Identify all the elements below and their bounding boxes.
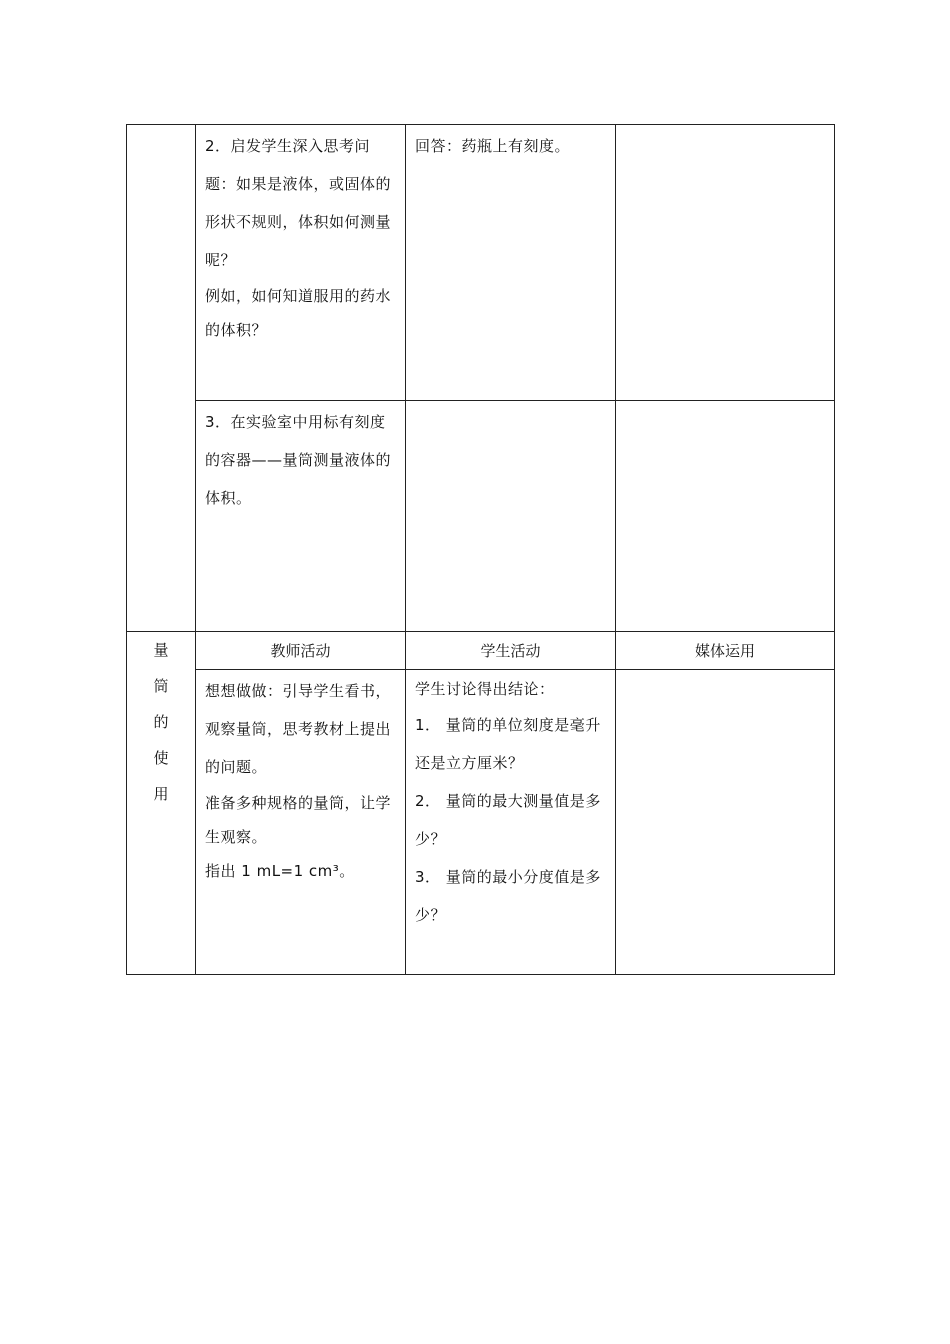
table-row	[127, 125, 835, 401]
teacher-activity-cell	[196, 670, 406, 975]
student-paragraph: 3． 量筒的最小分度值是多少？	[415, 868, 601, 924]
student-activity-cell	[406, 401, 616, 632]
teacher-paragraph: 3．在实验室中用标有刻度的容器——量筒测量液体的体积。	[205, 413, 392, 507]
section-label-char: 筒	[153, 677, 169, 695]
student-activity-cell	[406, 125, 616, 401]
table-header-row	[127, 632, 835, 670]
lesson-table	[126, 124, 835, 975]
header-teacher-activity: 教师活动	[196, 632, 406, 670]
student-paragraph: 1． 量筒的单位刻度是毫升还是立方厘米？	[415, 716, 601, 772]
section-label-char: 使	[153, 749, 169, 767]
section-label-cell	[127, 632, 196, 975]
teacher-paragraph: 2．启发学生深入思考问题：如果是液体，或固体的形状不规则，体积如何测量呢？	[205, 137, 392, 269]
student-activity-cell	[406, 670, 616, 975]
student-paragraph: 学生讨论得出结论：	[415, 680, 555, 698]
teacher-paragraph: 想想做做：引导学生看书，观察量筒，思考教材上提出的问题。	[205, 682, 392, 776]
header-media-usage: 媒体运用	[616, 632, 835, 670]
teacher-paragraph: 指出 1 mL=1 cm³。	[205, 862, 355, 880]
section-label-char: 量	[153, 641, 169, 659]
table-row	[127, 670, 835, 975]
section-label-char: 的	[153, 713, 169, 731]
media-cell	[616, 125, 835, 401]
teacher-activity-cell	[196, 401, 406, 632]
section-label-char: 用	[153, 785, 169, 803]
table-row	[127, 401, 835, 632]
media-cell	[616, 670, 835, 975]
student-paragraph: 2． 量筒的最大测量值是多少？	[415, 792, 601, 848]
teacher-paragraph: 例如，如何知道服用的药水的体积？	[205, 287, 392, 339]
teacher-activity-cell	[196, 125, 406, 401]
header-student-activity: 学生活动	[406, 632, 616, 670]
media-cell	[616, 401, 835, 632]
student-answer: 回答：药瓶上有刻度。	[415, 137, 571, 155]
teacher-paragraph: 准备多种规格的量筒，让学生观察。	[205, 794, 392, 846]
empty-label-cell	[127, 125, 196, 632]
